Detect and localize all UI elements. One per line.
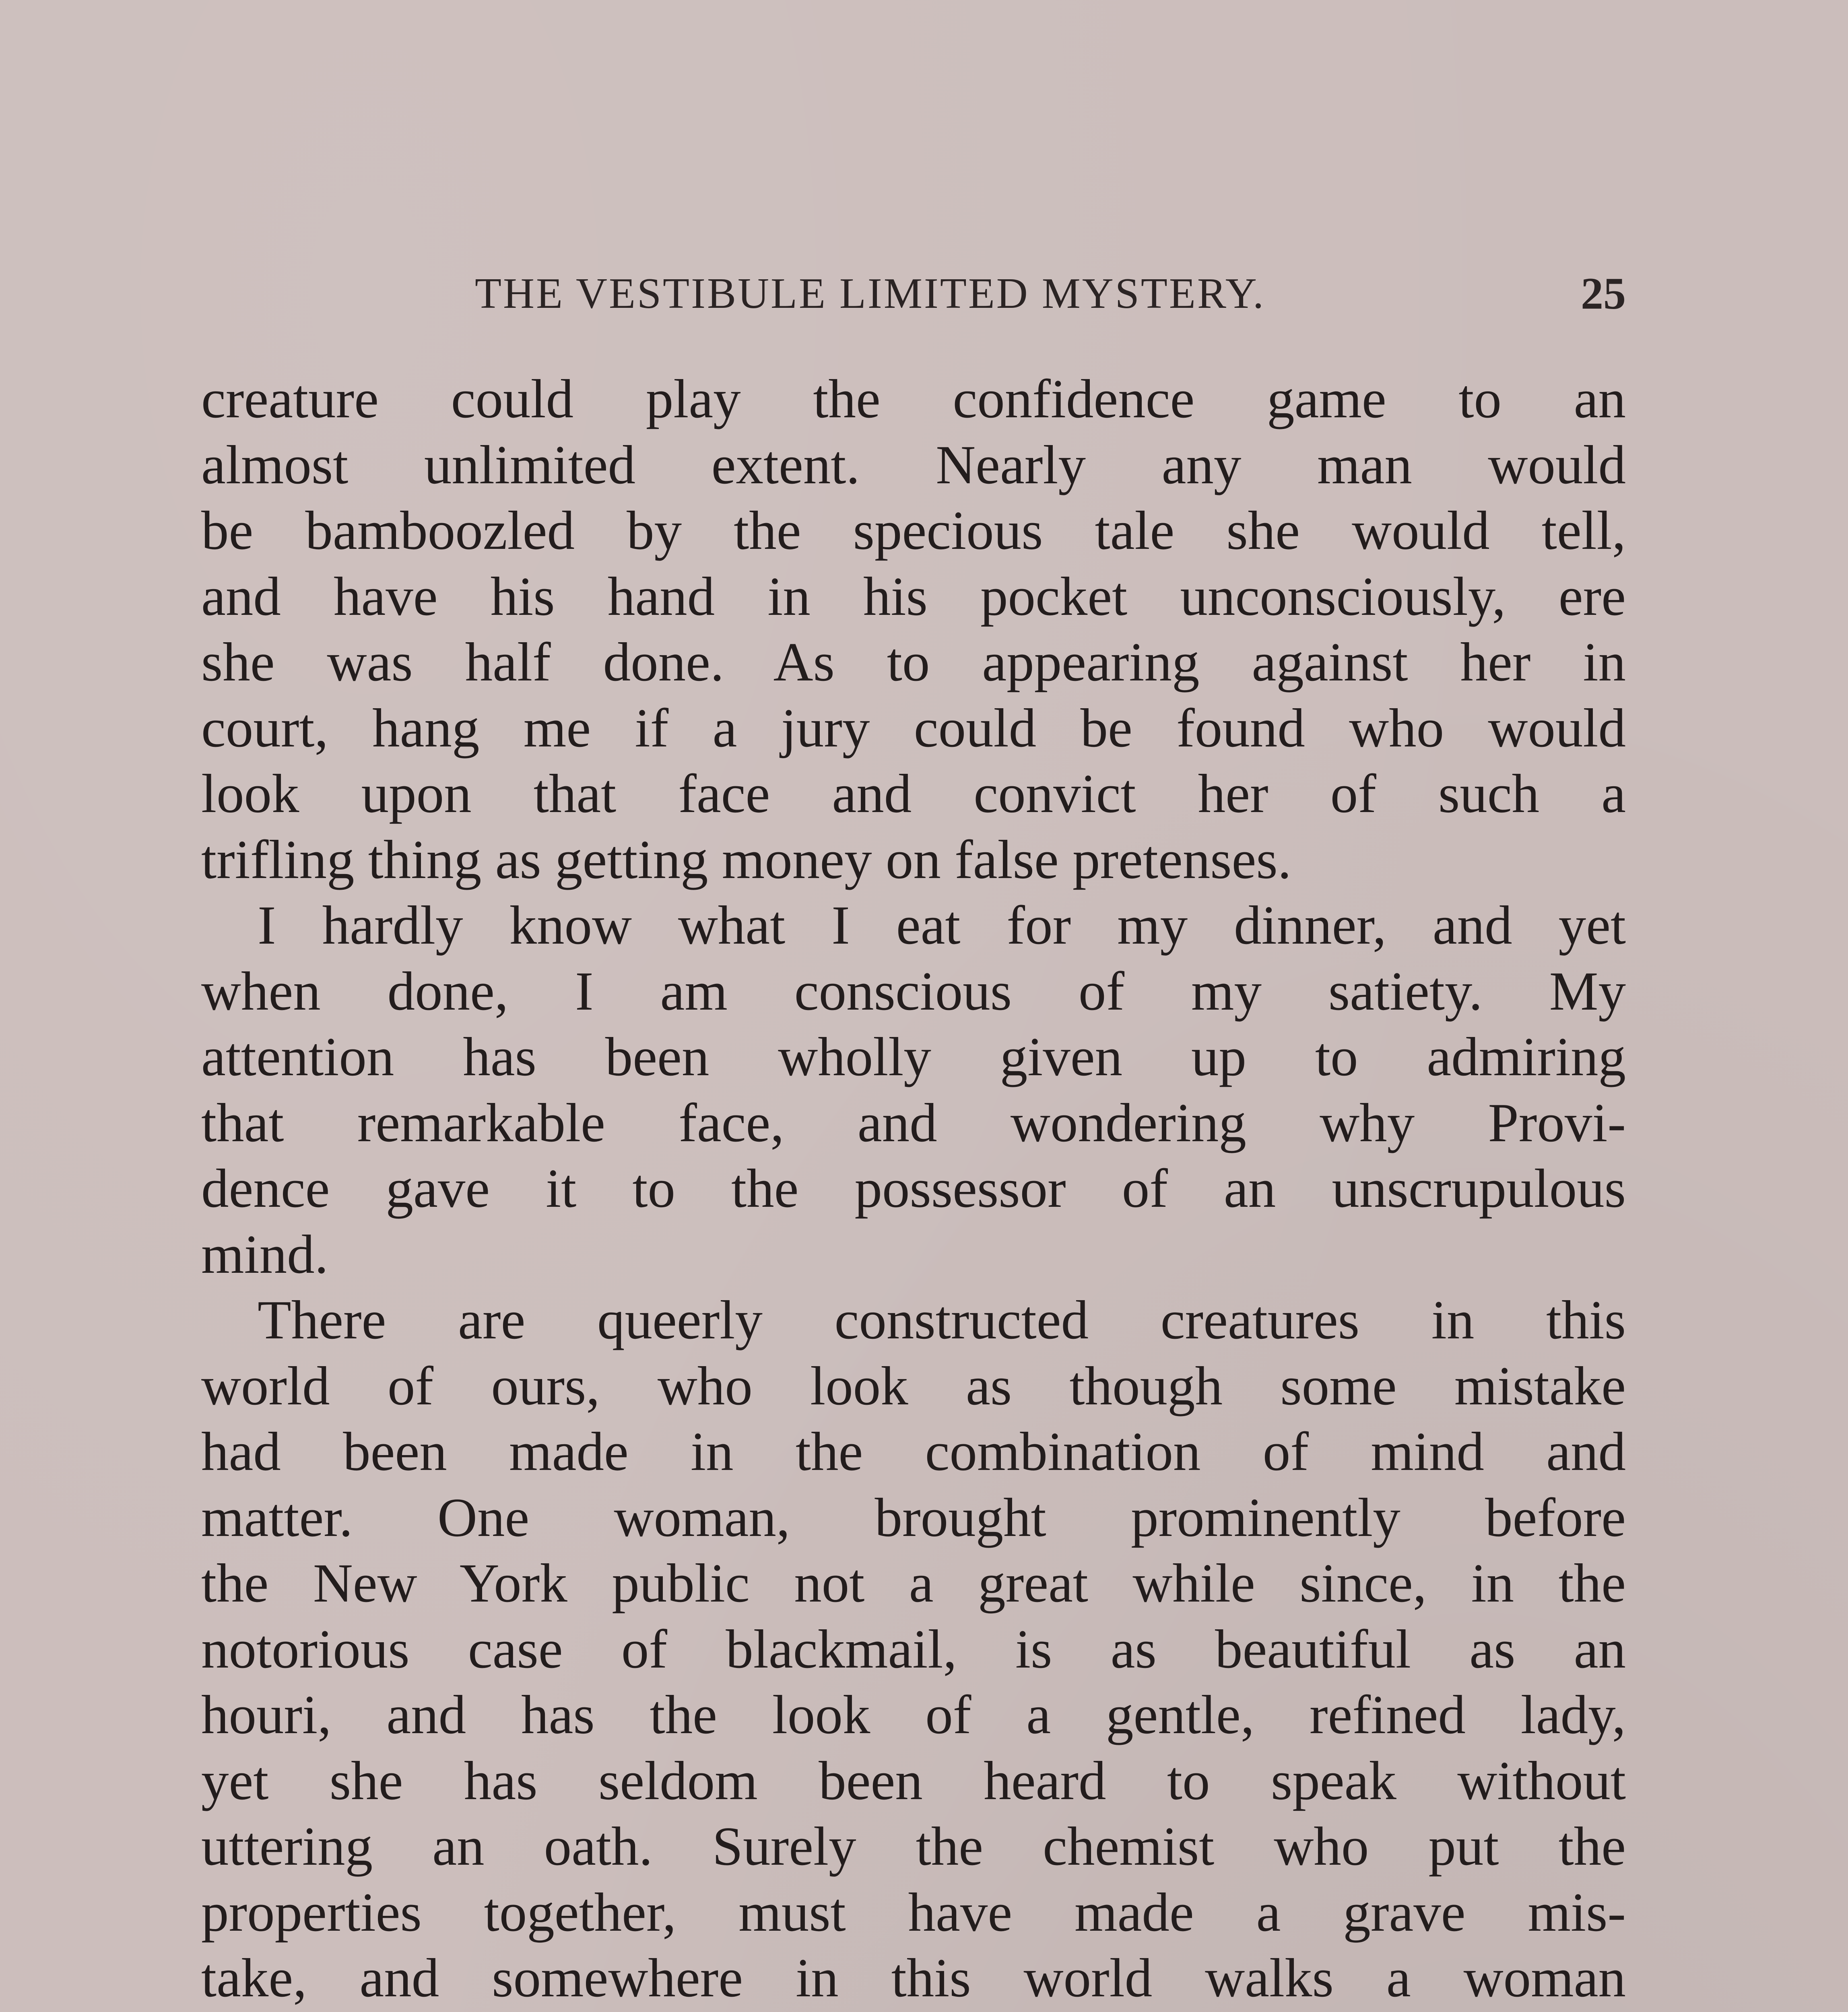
text-line: matter. One woman, brought prominently before — [201, 1486, 1626, 1548]
text-line: dence gave it to the possessor of an unscrupulous — [201, 1158, 1626, 1219]
running-title: THE VESTIBULE LIMITED MYSTERY. — [475, 270, 1265, 317]
text-line: creature could play the confidence game to an — [201, 368, 1626, 429]
text-line: uttering an oath. Surely the chemist who put the — [201, 1816, 1626, 1877]
text-line: trifling thing as getting money on false pretenses. — [201, 829, 1291, 890]
text-line: when done, I am conscious of my satiety. My — [201, 960, 1626, 1022]
text-line: yet she has seldom been heard to speak without — [201, 1750, 1626, 1811]
text-line: court, hang me if a jury could be found who would — [201, 697, 1626, 759]
text-line: that remarkable face, and wondering why Provi- — [201, 1092, 1626, 1153]
text-line: had been made in the combination of mind and — [201, 1421, 1626, 1482]
body-text — [201, 366, 1626, 2012]
page-header — [201, 262, 1626, 326]
text-line: almost unlimited extent. Nearly any man would — [201, 434, 1626, 495]
text-line: the New York public not a great while since, in the — [201, 1552, 1626, 1614]
text-line: she was half done. As to appearing against her in — [201, 631, 1626, 693]
text-line: attention has been wholly given up to admiring — [201, 1026, 1626, 1087]
text-line: take, and somewhere in this world walks a woman — [201, 1947, 1626, 2008]
text-line: world of ours, who look as though some mistake — [201, 1355, 1626, 1416]
text-line: properties together, must have made a grave mis- — [201, 1881, 1626, 1943]
page-number: 25 — [1581, 269, 1626, 319]
text-line: houri, and has the look of a gentle, refined lady, — [201, 1684, 1626, 1745]
text-line: I hardly know what I eat for my dinner, and yet — [258, 895, 1626, 956]
text-line: mind. — [201, 1223, 328, 1285]
text-line: be bamboozled by the specious tale she would tell, — [201, 500, 1626, 561]
text-line: There are queerly constructed creatures in this — [258, 1289, 1626, 1350]
text-line: and have his hand in his pocket unconsciously, ere — [201, 565, 1626, 627]
text-line: notorious case of blackmail, is as beautiful as an — [201, 1618, 1626, 1680]
text-line: look upon that face and convict her of such a — [201, 763, 1626, 824]
